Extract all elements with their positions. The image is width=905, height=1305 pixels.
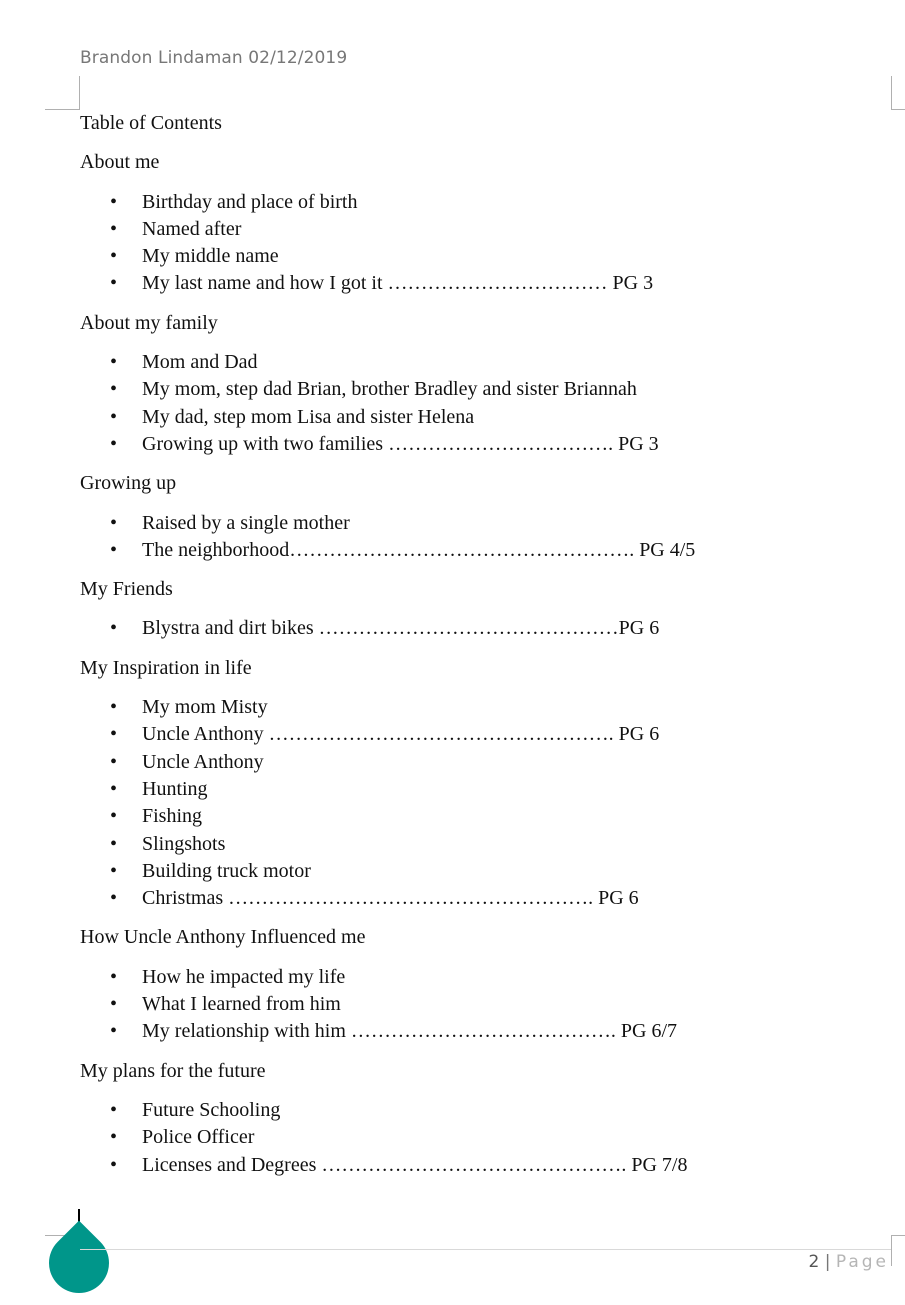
list-item: • Hunting	[80, 776, 860, 803]
toc-section	[80, 470, 860, 564]
list-item: • Licenses and Degrees ………………………………………. PG 7/8	[80, 1152, 860, 1179]
document-body[interactable]	[80, 110, 860, 1191]
list-item: • Fishing	[80, 803, 860, 830]
section-heading: Growing up	[80, 472, 177, 495]
bullet-list	[80, 349, 860, 458]
section-heading: About me	[80, 151, 160, 174]
toc-section	[80, 655, 860, 913]
cursor-drag-handle[interactable]	[37, 1221, 122, 1305]
toc-section	[80, 310, 860, 458]
list-item: • Uncle Anthony ……………………………………………. PG 6	[80, 721, 860, 748]
toc-section	[80, 576, 860, 643]
list-item: • Slingshots	[80, 831, 860, 858]
bullet-list	[80, 510, 860, 565]
section-heading: How Uncle Anthony Influenced me	[80, 926, 366, 949]
list-item: • Future Schooling	[80, 1097, 860, 1124]
list-item: • My mom, step dad Brian, brother Bradley and sister Briannah	[80, 376, 860, 403]
section-heading: My Friends	[80, 578, 173, 601]
bullet-list	[80, 1097, 860, 1179]
list-item: • Christmas ………………………………………………. PG 6	[80, 885, 860, 912]
list-item: • The neighborhood……………………………………………. PG 4/5	[80, 537, 860, 564]
list-item: • My last name and how I got it …………………………… PG 3	[80, 270, 860, 297]
list-item: • My relationship with him …………………………………. PG 6/7	[80, 1018, 860, 1045]
list-item: • Raised by a single mother	[80, 510, 860, 537]
list-item: • Building truck motor	[80, 858, 860, 885]
list-item: • Blystra and dirt bikes ………………………………………PG 6	[80, 615, 860, 642]
page-header: Brandon Lindaman 02/12/2019	[80, 48, 348, 68]
margin-corner-bottom-right	[891, 1235, 905, 1266]
margin-corner-top-left	[45, 76, 80, 110]
bullet-list	[80, 694, 860, 912]
section-heading: About my family	[80, 311, 218, 334]
list-item: • Growing up with two families ……………………………. PG 3	[80, 431, 860, 458]
toc-section	[80, 149, 860, 297]
footer-page-word: Page	[835, 1252, 889, 1272]
page-footer	[808, 1252, 889, 1272]
page-number: 2	[808, 1252, 820, 1272]
list-item: • How he impacted my life	[80, 964, 860, 991]
margin-corner-top-right	[891, 76, 905, 110]
list-item: • Uncle Anthony	[80, 749, 860, 776]
bullet-list	[80, 964, 860, 1046]
list-item: • My middle name	[80, 243, 860, 270]
list-item: • My dad, step mom Lisa and sister Helena	[80, 404, 860, 431]
toc-section	[80, 924, 860, 1045]
list-item: • Mom and Dad	[80, 349, 860, 376]
bullet-list	[80, 615, 860, 642]
list-item: • What I learned from him	[80, 991, 860, 1018]
section-heading: My plans for the future	[80, 1059, 266, 1082]
bullet-list	[80, 189, 860, 298]
list-item: • My mom Misty	[80, 694, 860, 721]
list-item: • Named after	[80, 216, 860, 243]
list-item: • Police Officer	[80, 1124, 860, 1151]
toc-section	[80, 1058, 860, 1179]
section-heading: My Inspiration in life	[80, 656, 252, 679]
footer-separator: |	[824, 1252, 831, 1272]
toc-title: Table of Contents	[80, 112, 222, 134]
footer-divider	[80, 1249, 891, 1250]
list-item: • Birthday and place of birth	[80, 189, 860, 216]
